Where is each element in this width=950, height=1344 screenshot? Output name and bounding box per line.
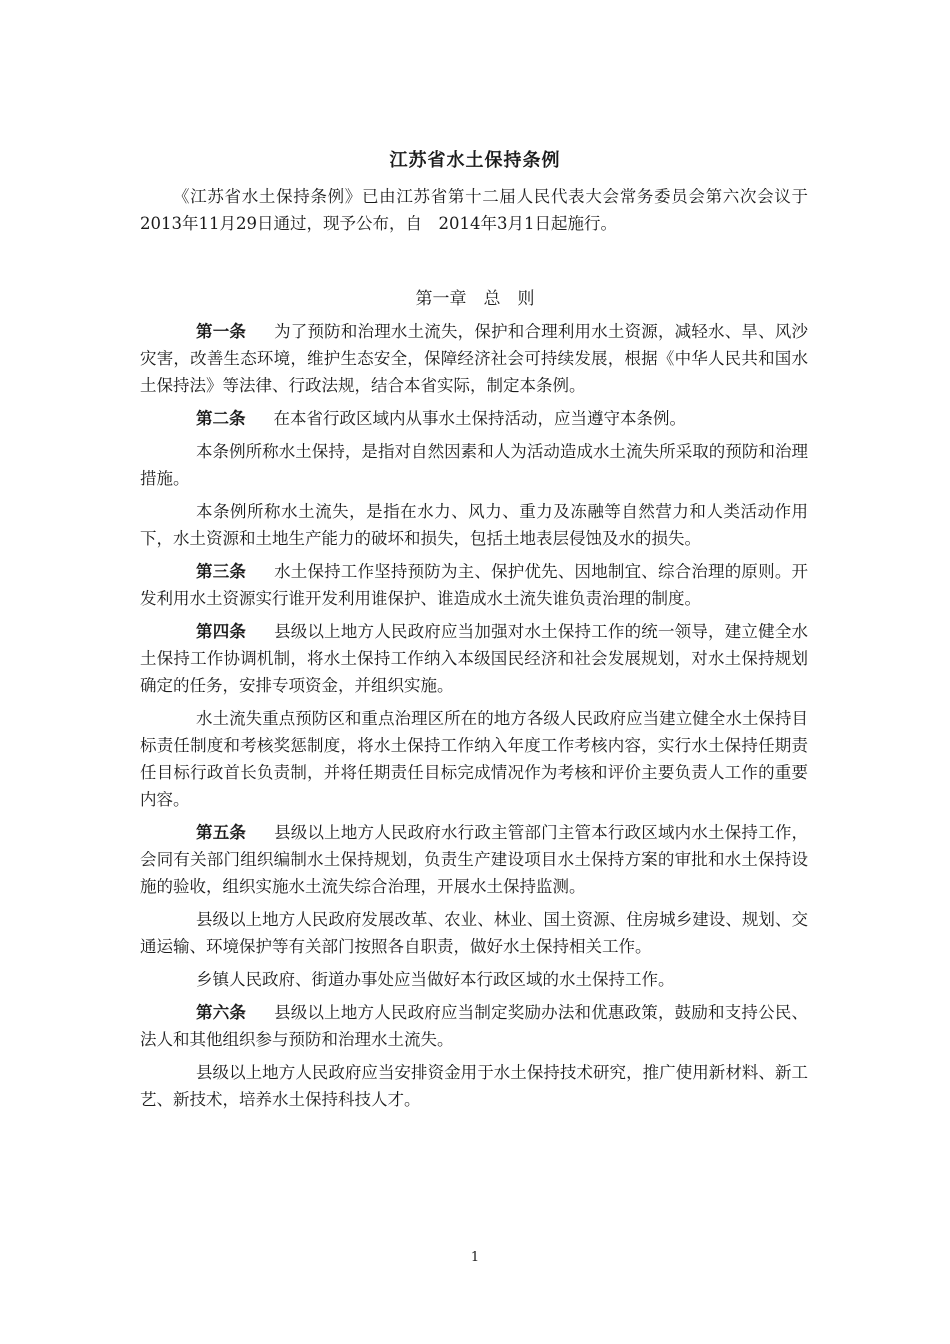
article-paragraph (140, 1059, 808, 1113)
chapter-heading: 第一章 总 则 (415, 289, 535, 309)
article-text: 本条例所称水土流失，是指在水力、风力、重力及冻融等自然营力和人类活动作用下，水土资源和土地生产能力的破坏和损失，包括土地表层侵蚀及水的损失。 (140, 502, 808, 548)
article-paragraph (140, 906, 808, 960)
article-paragraph (140, 618, 808, 699)
article-label: 第四条 (196, 622, 247, 641)
article-text: 水土保持工作坚持预防为主、保护优先、因地制宜、综合治理的原则。开发利用水土资源实行谁开发利用谁保护、谁造成水土流失谁负责治理的制度。 (140, 562, 809, 608)
article-paragraph (140, 999, 808, 1053)
articles-body (140, 318, 808, 1119)
article-text: 县级以上地方人民政府应当安排资金用于水土保持技术研究，推广使用新材料、新工艺、新技术，培养水土保持科技人才。 (140, 1063, 808, 1109)
article-text: 县级以上地方人民政府水行政主管部门主管本行政区域内水土保持工作，会同有关部门组织编制水土保持规划，负责生产建设项目水土保持方案的审批和水土保持设施的验收，组织实施水土流失综合治理，开展水土保持监测。 (140, 823, 809, 896)
article-paragraph (140, 498, 808, 552)
article-paragraph (140, 705, 808, 813)
page-number: 1 (470, 1250, 480, 1265)
article-text: 县级以上地方人民政府应当制定奖励办法和优惠政策，鼓励和支持公民、法人和其他组织参与预防和治理水土流失。 (140, 1003, 809, 1049)
article-paragraph (140, 966, 808, 993)
article-text: 水土流失重点预防区和重点治理区所在的地方各级人民政府应当建立健全水土保持目标责任制度和考核奖惩制度，将水土保持工作纳入年度工作考核内容，实行水土保持任期责任目标行政首长负责制，并将任期责任目标完成情况作为考核和评价主要负责人工作的重要内容。 (140, 709, 808, 809)
article-label: 第三条 (196, 562, 247, 581)
article-label: 第一条 (196, 322, 247, 341)
article-label: 第二条 (196, 409, 246, 428)
article-paragraph (140, 405, 808, 432)
article-label: 第六条 (196, 1003, 247, 1022)
article-text: 在本省行政区域内从事水土保持活动，应当遵守本条例。 (273, 409, 686, 428)
article-paragraph (140, 438, 808, 492)
article-label: 第五条 (196, 823, 247, 842)
article-paragraph (140, 318, 808, 399)
article-text: 为了预防和治理水土流失，保护和合理利用水土资源，减轻水、旱、风沙灾害，改善生态环境，维护生态安全，保障经济社会可持续发展，根据《中华人民共和国水土保持法》等法律、行政法规，结合本省实际，制定本条例。 (140, 322, 809, 395)
article-paragraph (140, 558, 808, 612)
article-text: 本条例所称水土保持，是指对自然因素和人为活动造成水土流失所采取的预防和治理措施。 (140, 442, 808, 488)
article-text: 县级以上地方人民政府发展改革、农业、林业、国土资源、住房城乡建设、规划、交通运输、环境保护等有关部门按照各自职责，做好水土保持相关工作。 (140, 910, 808, 956)
document-title: 江苏省水土保持条例 (389, 150, 561, 171)
article-text: 乡镇人民政府、街道办事处应当做好本行政区域的水土保持工作。 (196, 970, 675, 989)
promulgation-notice: 《江苏省水土保持条例》已由江苏省第十二届人民代表大会常务委员会第六次会议于2013年11月29日通过，现予公布，自 2014年3月1日起施行。 (140, 187, 808, 233)
article-text: 县级以上地方人民政府应当加强对水土保持工作的统一领导，建立健全水土保持工作协调机制，将水土保持工作纳入本级国民经济和社会发展规划，对水土保持规划确定的任务，安排专项资金，并组织实施。 (140, 622, 809, 695)
article-paragraph (140, 819, 808, 900)
